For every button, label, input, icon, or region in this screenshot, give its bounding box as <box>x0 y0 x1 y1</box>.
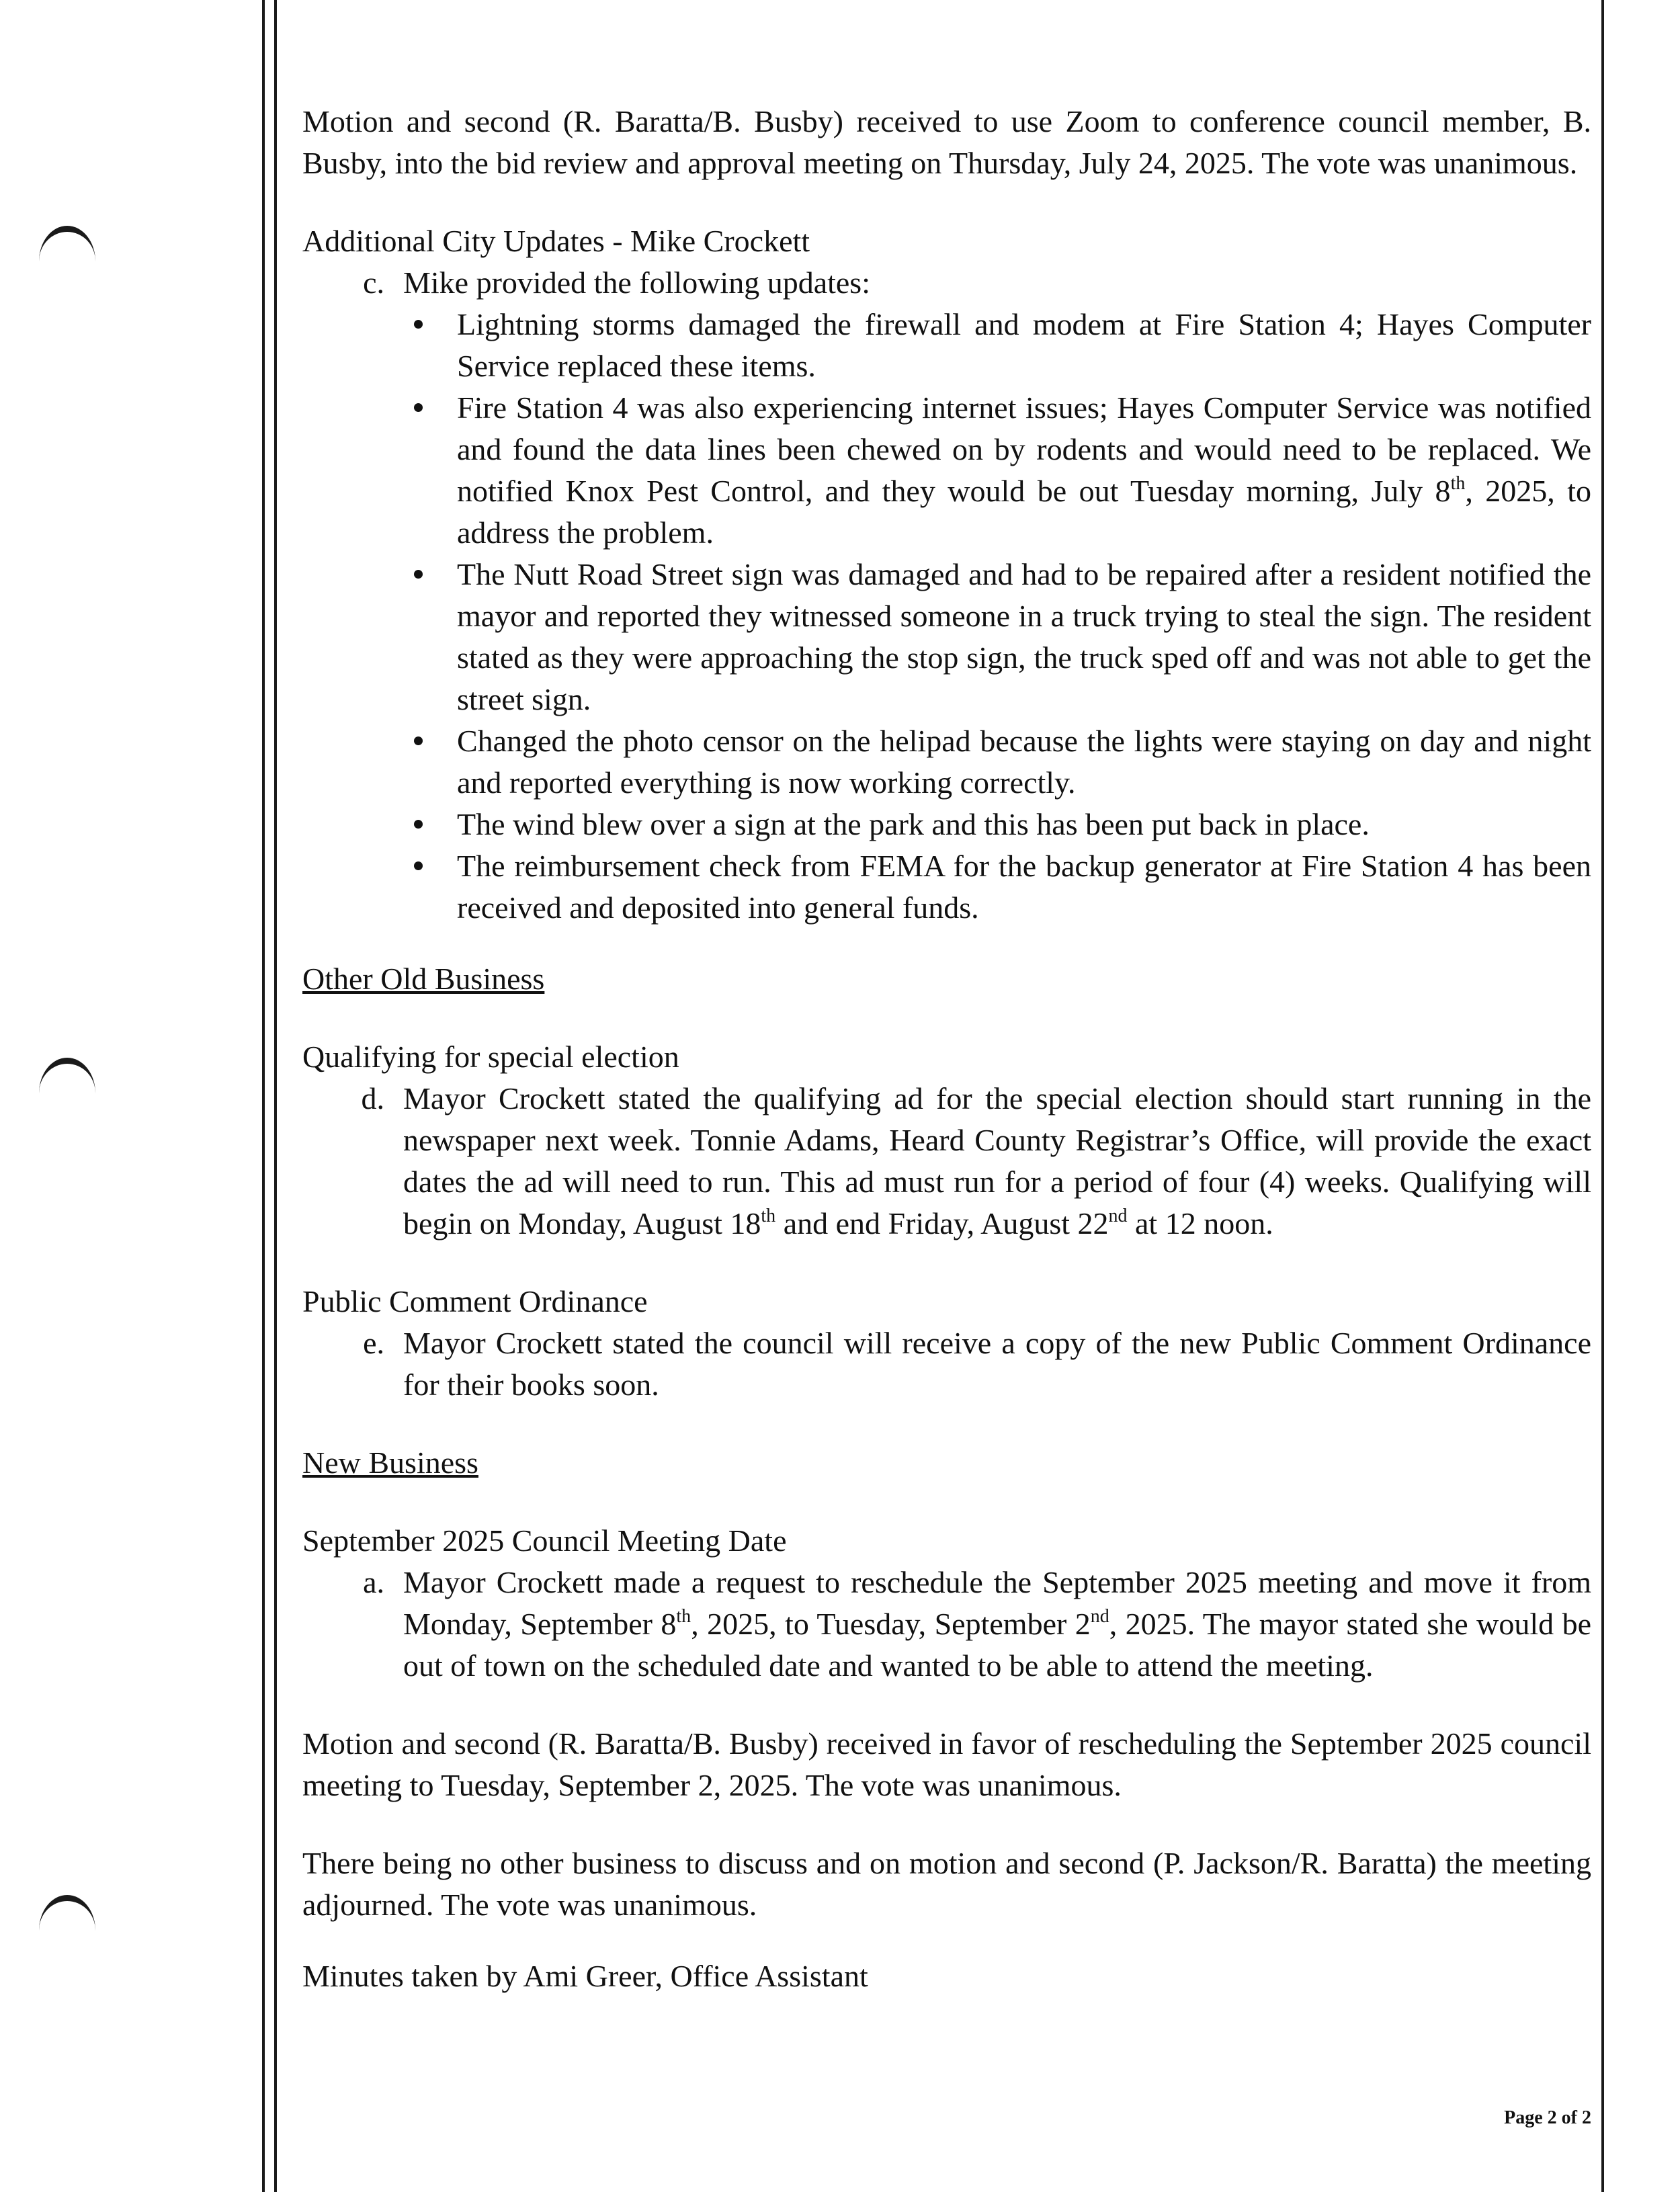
list-item: The reimbursement check from FEMA for the backup generator at Fire Station 4 has been received and deposited into general funds. <box>457 845 1591 929</box>
city-updates-list <box>302 304 1591 929</box>
list-item: Lightning storms damaged the firewall and modem at Fire Station 4; Hayes Computer Service replaced these items. <box>457 304 1591 387</box>
september-heading: September 2025 Council Meeting Date <box>302 1523 787 1558</box>
item-text: Mayor Crockett stated the council will receive a copy of the new Public Comment Ordinance for their books soon. <box>403 1326 1591 1402</box>
list-item: The Nutt Road Street sign was damaged and had to be repaired after a resident notified the mayor and reported they witnessed someone in a truck trying to steal the sign. The resident stated as they were approaching the stop sign, the truck sped off and was not able to get the street sign. <box>457 554 1591 720</box>
item-text: Mayor Crockett made a request to reschedule the September 2025 meeting and move it from Monday, September 8th, 2025, to Tuesday, September 2nd, 2025. The mayor stated she would be out of town on the scheduled date and wanted to be able to attend the meeting. <box>403 1565 1591 1683</box>
item-text: Mayor Crockett stated the qualifying ad for the special election should start running in the newspaper next week. Tonnie Adams, Heard County Registrar’s Office, will provide the exact dates the ad will need to run. This ad must run for a period of four (4) weeks. Qualifying will begin on Monday, August 18th and end Friday, August 22nd at 12 noon. <box>403 1081 1591 1240</box>
qualifying-item <box>302 1078 1591 1245</box>
binder-rule-left-inner <box>274 0 277 2192</box>
adjourn-paragraph: There being no other business to discuss and on motion and second (P. Jackson/R. Baratta) the meeting adjourned. The vote was unanimous. <box>302 1846 1591 1922</box>
punch-hole-mark <box>39 1895 95 1931</box>
list-item: Changed the photo censor on the helipad because the lights were staying on day and night and reported everything is now working correctly. <box>457 720 1591 804</box>
item-text: Mike provided the following updates: <box>403 265 870 300</box>
motion-reschedule-paragraph: Motion and second (R. Baratta/B. Busby) received in favor of rescheduling the September 2025 council meeting to Tuesday, September 2, 2025. The vote was unanimous. <box>302 1726 1591 1802</box>
binder-rule-left-outer <box>262 0 265 2192</box>
city-updates-item <box>302 262 1591 304</box>
list-item: The wind blew over a sign at the park and this has been put back in place. <box>457 804 1591 845</box>
item-label: c. <box>363 265 384 300</box>
punch-hole-mark <box>39 226 95 261</box>
motion-zoom-paragraph: Motion and second (R. Baratta/B. Busby) received to use Zoom to conference council member, B. Busby, into the bid review and approval meeting on Thursday, July 24, 2025. The vote was unanimous. <box>302 104 1591 180</box>
punch-hole-mark <box>39 1058 95 1093</box>
binder-rule-right <box>1601 0 1604 2192</box>
new-business-heading: New Business <box>302 1445 478 1480</box>
list-item: Fire Station 4 was also experiencing internet issues; Hayes Computer Service was notified and found the data lines been chewed on by rodents and would need to be replaced. We notified Knox Pest Control, and they would be out Tuesday morning, July 8th, 2025, to address the problem. <box>457 387 1591 554</box>
city-updates-heading: Additional City Updates - Mike Crockett <box>302 224 810 258</box>
item-label: a. <box>363 1565 384 1599</box>
old-business-heading: Other Old Business <box>302 962 545 996</box>
minutes-by: Minutes taken by Ami Greer, Office Assistant <box>302 1959 868 1993</box>
page-number: Page 2 of 2 <box>1504 2107 1591 2128</box>
qualifying-heading: Qualifying for special election <box>302 1040 679 1074</box>
item-label: e. <box>363 1326 384 1360</box>
item-label: d. <box>361 1081 384 1115</box>
public-comment-item <box>302 1322 1591 1406</box>
document-body <box>302 101 1591 1997</box>
public-comment-heading: Public Comment Ordinance <box>302 1284 648 1318</box>
september-item <box>302 1562 1591 1687</box>
